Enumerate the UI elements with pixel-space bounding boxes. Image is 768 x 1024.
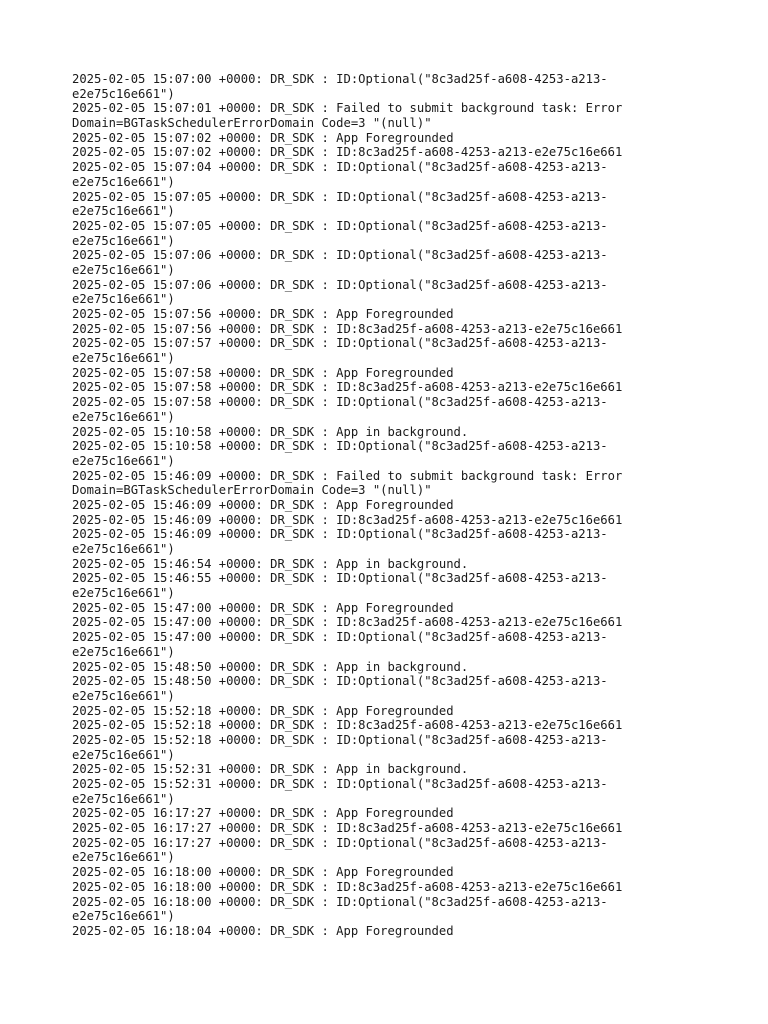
log-line: e2e75c16e661") bbox=[72, 351, 175, 366]
log-line: 2025-02-05 15:52:18 +0000: DR_SDK : App Foregrounded bbox=[72, 703, 454, 718]
log-line: 2025-02-05 15:07:06 +0000: DR_SDK : ID:Optional("8c3ad25f-a608-4253-a213- bbox=[72, 248, 608, 263]
log-line: e2e75c16e661") bbox=[72, 850, 175, 865]
log-line: e2e75c16e661") bbox=[72, 644, 175, 659]
log-line: 2025-02-05 15:07:02 +0000: DR_SDK : ID:8c3ad25f-a608-4253-a213-e2e75c16e661 bbox=[72, 145, 623, 160]
log-line: e2e75c16e661") bbox=[72, 747, 175, 762]
log-line: e2e75c16e661") bbox=[72, 542, 175, 556]
log-line: e2e75c16e661") bbox=[72, 174, 175, 189]
log-line: e2e75c16e661") bbox=[72, 233, 175, 248]
log-line: e2e75c16e661") bbox=[72, 262, 175, 277]
log-line: 2025-02-05 16:17:27 +0000: DR_SDK : App Foregrounded bbox=[72, 806, 454, 821]
log-line: 2025-02-05 15:07:06 +0000: DR_SDK : ID:Optional("8c3ad25f-a608-4253-a213- bbox=[72, 277, 608, 292]
log-line: 2025-02-05 15:52:18 +0000: DR_SDK : ID:Optional("8c3ad25f-a608-4253-a213- bbox=[72, 732, 608, 747]
log-line: 2025-02-05 15:07:56 +0000: DR_SDK : ID:8c3ad25f-a608-4253-a213-e2e75c16e661 bbox=[72, 321, 623, 336]
log-line: 2025-02-05 16:18:00 +0000: DR_SDK : ID:8c3ad25f-a608-4253-a213-e2e75c16e661 bbox=[72, 879, 623, 894]
log-line: 2025-02-05 15:46:09 +0000: DR_SDK : ID:8c3ad25f-a608-4253-a213-e2e75c16e661 bbox=[72, 512, 623, 527]
log-line: e2e75c16e661") bbox=[72, 688, 175, 703]
log-line: 2025-02-05 15:47:00 +0000: DR_SDK : ID:Optional("8c3ad25f-a608-4253-a213- bbox=[72, 630, 608, 645]
log-line: 2025-02-05 15:47:00 +0000: DR_SDK : App Foregrounded bbox=[72, 600, 454, 615]
log-line: 2025-02-05 15:07:02 +0000: DR_SDK : App Foregrounded bbox=[72, 130, 454, 145]
log-line: e2e75c16e661") bbox=[72, 453, 175, 468]
log-line: e2e75c16e661") bbox=[72, 586, 175, 601]
log-line: 2025-02-05 15:52:31 +0000: DR_SDK : App in background. bbox=[72, 762, 469, 777]
log-line: 2025-02-05 15:07:57 +0000: DR_SDK : ID:Optional("8c3ad25f-a608-4253-a213- bbox=[72, 336, 608, 351]
log-line: 2025-02-05 15:07:58 +0000: DR_SDK : ID:8c3ad25f-a608-4253-a213-e2e75c16e661 bbox=[72, 380, 623, 395]
log-line: e2e75c16e661") bbox=[72, 909, 175, 924]
log-line: e2e75c16e661") bbox=[72, 409, 175, 424]
log-line: 2025-02-05 16:17:27 +0000: DR_SDK : ID:Optional("8c3ad25f-a608-4253-a213- bbox=[72, 835, 608, 850]
log-line: 2025-02-05 16:18:04 +0000: DR_SDK : App Foregrounded bbox=[72, 923, 454, 938]
log-line: 2025-02-05 15:07:00 +0000: DR_SDK : ID:Optional("8c3ad25f-a608-4253-a213- bbox=[72, 72, 608, 86]
log-line: 2025-02-05 15:07:05 +0000: DR_SDK : ID:Optional("8c3ad25f-a608-4253-a213- bbox=[72, 189, 608, 204]
log-line: 2025-02-05 15:07:01 +0000: DR_SDK : Failed to submit background task: Error bbox=[72, 101, 623, 116]
log-line: 2025-02-05 15:46:09 +0000: DR_SDK : App Foregrounded bbox=[72, 497, 454, 512]
log-line: 2025-02-05 16:17:27 +0000: DR_SDK : ID:8c3ad25f-a608-4253-a213-e2e75c16e661 bbox=[72, 821, 623, 836]
log-line: 2025-02-05 15:07:04 +0000: DR_SDK : ID:Optional("8c3ad25f-a608-4253-a213- bbox=[72, 160, 608, 175]
log-line: 2025-02-05 15:46:54 +0000: DR_SDK : App in background. bbox=[72, 556, 469, 571]
log-line: 2025-02-05 15:47:00 +0000: DR_SDK : ID:8c3ad25f-a608-4253-a213-e2e75c16e661 bbox=[72, 615, 623, 630]
log-line: 2025-02-05 15:07:56 +0000: DR_SDK : App Foregrounded bbox=[72, 307, 454, 321]
log-line: e2e75c16e661") bbox=[72, 204, 175, 219]
log-line: 2025-02-05 15:10:58 +0000: DR_SDK : App in background. bbox=[72, 424, 469, 439]
log-line: e2e75c16e661") bbox=[72, 791, 175, 806]
log-line: 2025-02-05 15:52:31 +0000: DR_SDK : ID:Optional("8c3ad25f-a608-4253-a213- bbox=[72, 777, 608, 791]
log-line: 2025-02-05 16:18:00 +0000: DR_SDK : App Foregrounded bbox=[72, 865, 454, 880]
document-page bbox=[72, 72, 712, 939]
log-line: 2025-02-05 15:52:18 +0000: DR_SDK : ID:8c3ad25f-a608-4253-a213-e2e75c16e661 bbox=[72, 718, 623, 733]
log-line: 2025-02-05 16:18:00 +0000: DR_SDK : ID:Optional("8c3ad25f-a608-4253-a213- bbox=[72, 894, 608, 909]
log-line: 2025-02-05 15:07:05 +0000: DR_SDK : ID:Optional("8c3ad25f-a608-4253-a213- bbox=[72, 218, 608, 233]
log-line: Domain=BGTaskSchedulerErrorDomain Code=3 "(null)" bbox=[72, 483, 432, 498]
log-line: e2e75c16e661") bbox=[72, 86, 175, 101]
log-line: e2e75c16e661") bbox=[72, 292, 175, 307]
log-line: 2025-02-05 15:07:58 +0000: DR_SDK : ID:Optional("8c3ad25f-a608-4253-a213- bbox=[72, 395, 608, 410]
log-line: 2025-02-05 15:07:58 +0000: DR_SDK : App Foregrounded bbox=[72, 365, 454, 380]
log-line: Domain=BGTaskSchedulerErrorDomain Code=3 "(null)" bbox=[72, 116, 432, 131]
log-line: 2025-02-05 15:46:09 +0000: DR_SDK : Failed to submit background task: Error bbox=[72, 468, 623, 483]
log-line: 2025-02-05 15:48:50 +0000: DR_SDK : ID:Optional("8c3ad25f-a608-4253-a213- bbox=[72, 674, 608, 689]
log-line: 2025-02-05 15:10:58 +0000: DR_SDK : ID:Optional("8c3ad25f-a608-4253-a213- bbox=[72, 439, 608, 454]
log-line: 2025-02-05 15:46:09 +0000: DR_SDK : ID:Optional("8c3ad25f-a608-4253-a213- bbox=[72, 527, 608, 542]
log-line: 2025-02-05 15:48:50 +0000: DR_SDK : App in background. bbox=[72, 659, 469, 674]
log-line: 2025-02-05 15:46:55 +0000: DR_SDK : ID:Optional("8c3ad25f-a608-4253-a213- bbox=[72, 571, 608, 586]
log-text-block bbox=[72, 72, 712, 939]
